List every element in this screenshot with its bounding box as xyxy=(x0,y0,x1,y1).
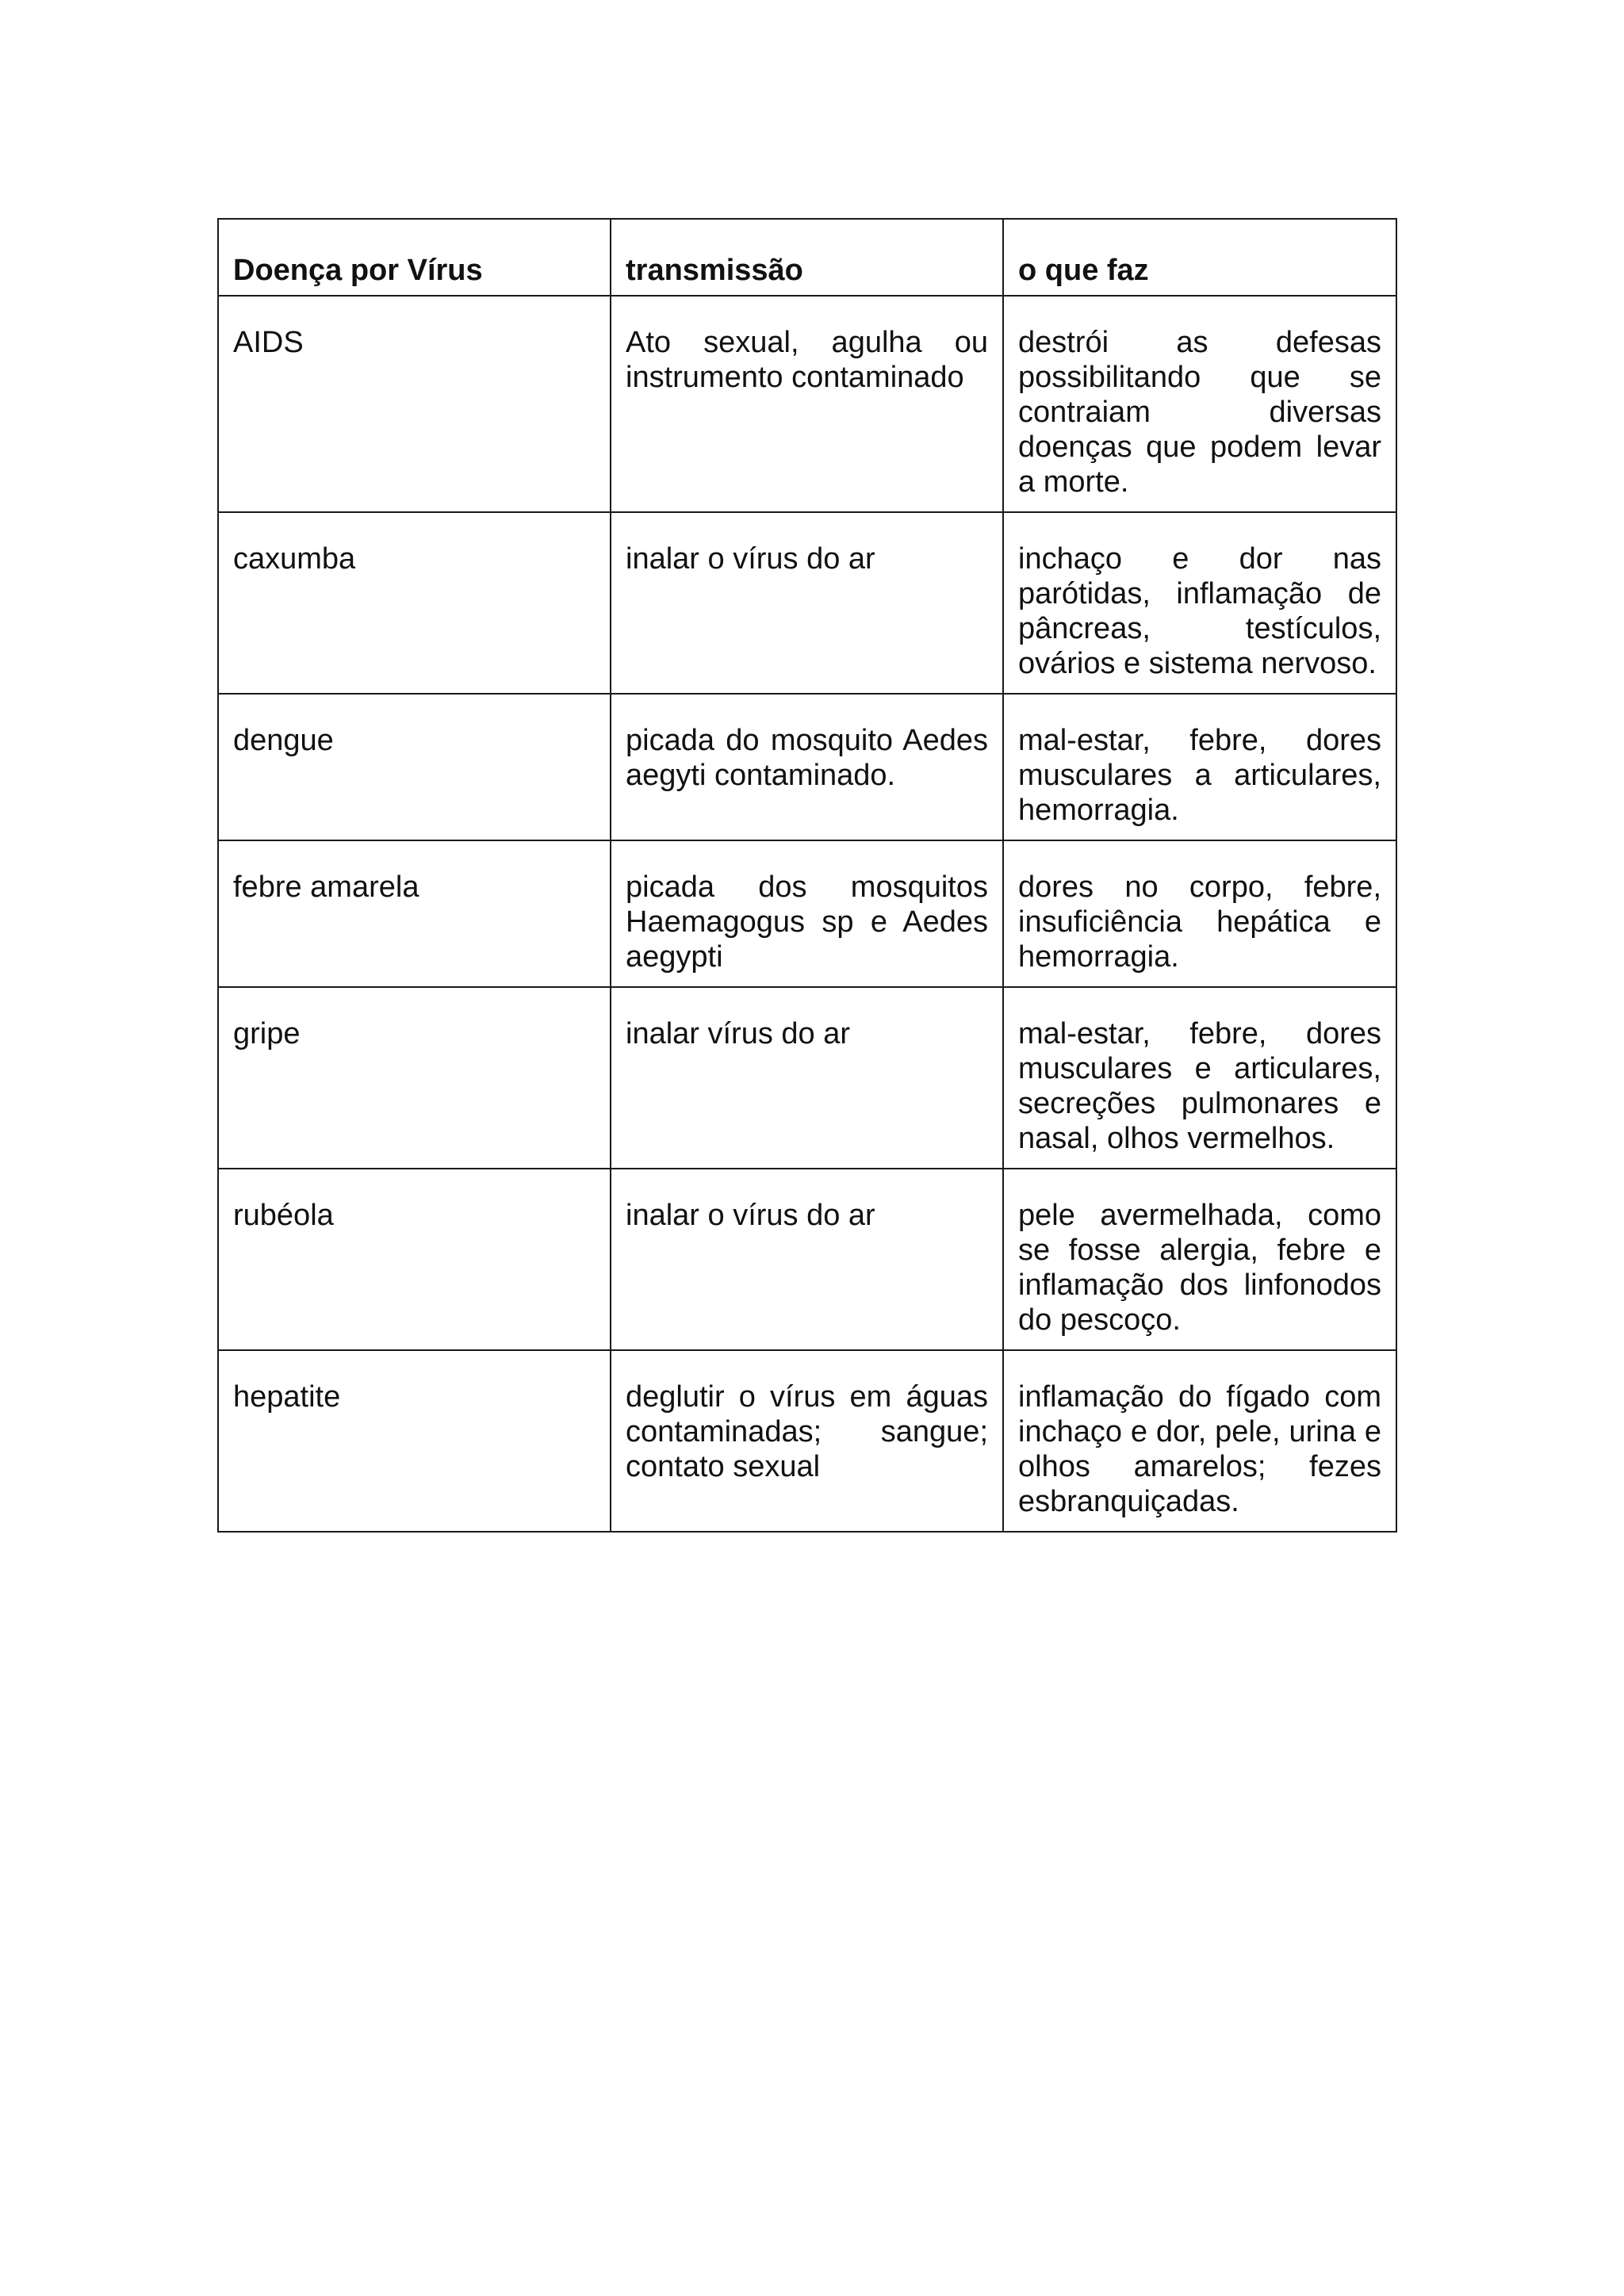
disease-cell: AIDS xyxy=(218,296,611,512)
table-header-row xyxy=(218,219,1396,296)
disease-cell: hepatite xyxy=(218,1350,611,1532)
disease-cell: rubéola xyxy=(218,1169,611,1350)
transmission-cell: deglutir o vírus em águas contaminadas; sangue; contato sexual xyxy=(611,1350,1003,1532)
effect-cell: mal-estar, febre, dores musculares a articulares, hemorragia. xyxy=(1003,694,1396,840)
transmission-cell: inalar o vírus do ar xyxy=(611,1169,1003,1350)
header-transmission: transmissão xyxy=(611,219,1003,296)
effect-cell: dores no corpo, febre, insuficiência hepática e hemorragia. xyxy=(1003,840,1396,987)
virus-disease-table xyxy=(217,218,1397,1533)
table-row xyxy=(218,840,1396,987)
header-disease: Doença por Vírus xyxy=(218,219,611,296)
transmission-cell: inalar vírus do ar xyxy=(611,987,1003,1169)
transmission-cell: inalar o vírus do ar xyxy=(611,512,1003,694)
effect-cell: mal-estar, febre, dores musculares e articulares, secreções pulmonares e nasal, olhos vermelhos. xyxy=(1003,987,1396,1169)
table-row xyxy=(218,987,1396,1169)
disease-cell: caxumba xyxy=(218,512,611,694)
effect-cell: inchaço e dor nas parótidas, inflamação de pâncreas, testículos, ovários e sistema nervoso. xyxy=(1003,512,1396,694)
table-row xyxy=(218,1169,1396,1350)
transmission-cell: picada do mosquito Aedes aegyti contaminado. xyxy=(611,694,1003,840)
table-row xyxy=(218,1350,1396,1532)
effect-cell: destrói as defesas possibilitando que se contraiam diversas doenças que podem levar a morte. xyxy=(1003,296,1396,512)
table-row xyxy=(218,694,1396,840)
disease-cell: gripe xyxy=(218,987,611,1169)
header-effect: o que faz xyxy=(1003,219,1396,296)
effect-cell: pele avermelhada, como se fosse alergia, febre e inflamação dos linfonodos do pescoço. xyxy=(1003,1169,1396,1350)
transmission-cell: picada dos mosquitos Haemagogus sp e Aedes aegypti xyxy=(611,840,1003,987)
table-row xyxy=(218,512,1396,694)
disease-cell: dengue xyxy=(218,694,611,840)
effect-cell: inflamação do fígado com inchaço e dor, pele, urina e olhos amarelos; fezes esbranquiçadas. xyxy=(1003,1350,1396,1532)
transmission-cell: Ato sexual, agulha ou instrumento contaminado xyxy=(611,296,1003,512)
disease-cell: febre amarela xyxy=(218,840,611,987)
table-row xyxy=(218,296,1396,512)
